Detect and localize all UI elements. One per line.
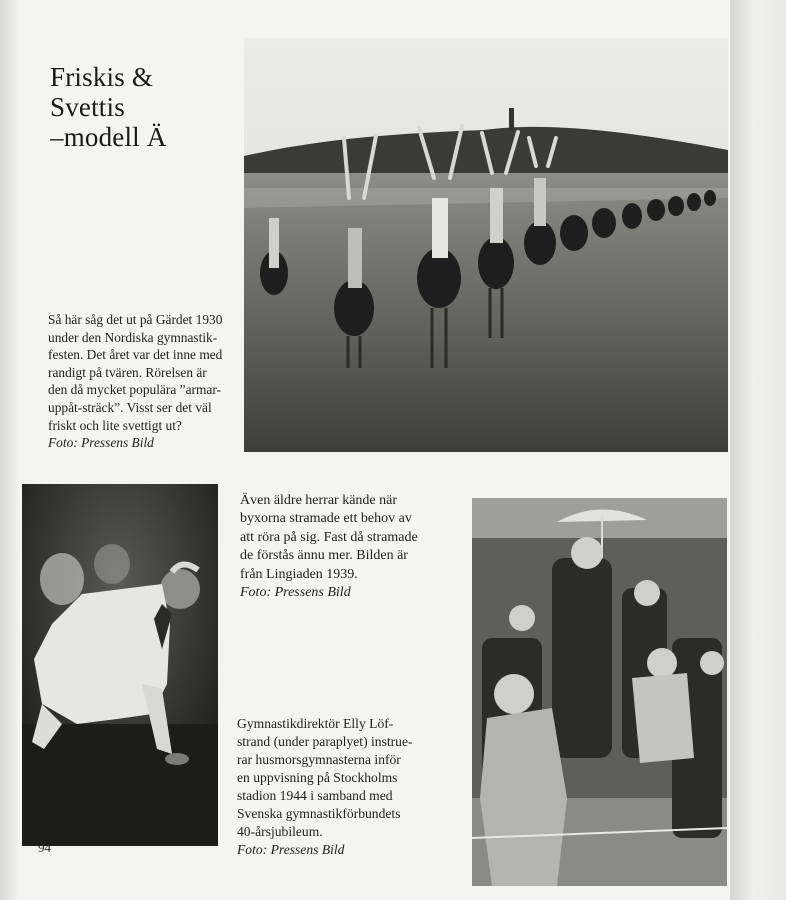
caption-line: byxorna stramade ett behov av bbox=[240, 511, 412, 527]
photo-older-man bbox=[22, 484, 218, 846]
photo-husmorsgymnaster bbox=[472, 498, 727, 886]
title-line-1: Friskis & bbox=[50, 62, 154, 92]
title-line-3: –modell Ä bbox=[50, 122, 167, 152]
caption-line: den då mycket populära ”armar- bbox=[48, 382, 221, 398]
photo-credit: Foto: Pressens Bild bbox=[48, 435, 154, 451]
page-title bbox=[50, 62, 200, 152]
caption-line: rar husmorsgymnasterna inför bbox=[237, 752, 401, 767]
caption-line: Gymnastikdirektör Elly Löf- bbox=[237, 716, 394, 731]
caption-line: friskt och lite svettigt ut? bbox=[48, 417, 182, 433]
caption-line: Så här såg det ut på Gärdet 1930 bbox=[48, 312, 223, 327]
caption-line: 40-årsjubileum. bbox=[237, 824, 323, 839]
photo-husmorsgymnaster-image bbox=[472, 498, 727, 886]
caption-line: de förstås ännu mer. Bilden är bbox=[240, 548, 408, 564]
photo-credit: Foto: Pressens Bild bbox=[237, 842, 345, 857]
caption-lingiaden bbox=[240, 492, 445, 602]
caption-elly-lofstrand bbox=[237, 715, 447, 859]
caption-line: Svenska gymnastikförbundets bbox=[237, 806, 401, 821]
caption-line: Även äldre herrar kände när bbox=[240, 493, 398, 508]
title-line-2: Svettis bbox=[50, 92, 125, 122]
photo-older-man-image bbox=[22, 484, 218, 846]
book-page-right-edge bbox=[730, 0, 786, 900]
photo-gardet-gymnastics bbox=[244, 38, 728, 452]
caption-line: festen. Det året var det inne med bbox=[48, 347, 223, 363]
caption-line: stadion 1944 i samband med bbox=[237, 788, 393, 803]
caption-line: att röra på sig. Fast då stramade bbox=[240, 529, 418, 545]
caption-line: strand (under paraplyet) instrue- bbox=[237, 734, 413, 749]
caption-line: från Lingiaden 1939. bbox=[240, 566, 358, 582]
photo-credit: Foto: Pressens Bild bbox=[240, 585, 351, 601]
caption-line: en uppvisning på Stockholms bbox=[237, 770, 398, 785]
page-number: 94 bbox=[38, 840, 51, 855]
caption-line: under den Nordiska gymnastik- bbox=[48, 329, 218, 345]
caption-gardet bbox=[48, 311, 228, 452]
page-gutter-shadow bbox=[0, 0, 20, 900]
caption-line: uppåt-sträck”. Visst ser det väl bbox=[48, 399, 212, 415]
caption-line: randigt på tvären. Rörelsen är bbox=[48, 364, 207, 380]
photo-gardet-gymnastics-image bbox=[244, 38, 728, 452]
